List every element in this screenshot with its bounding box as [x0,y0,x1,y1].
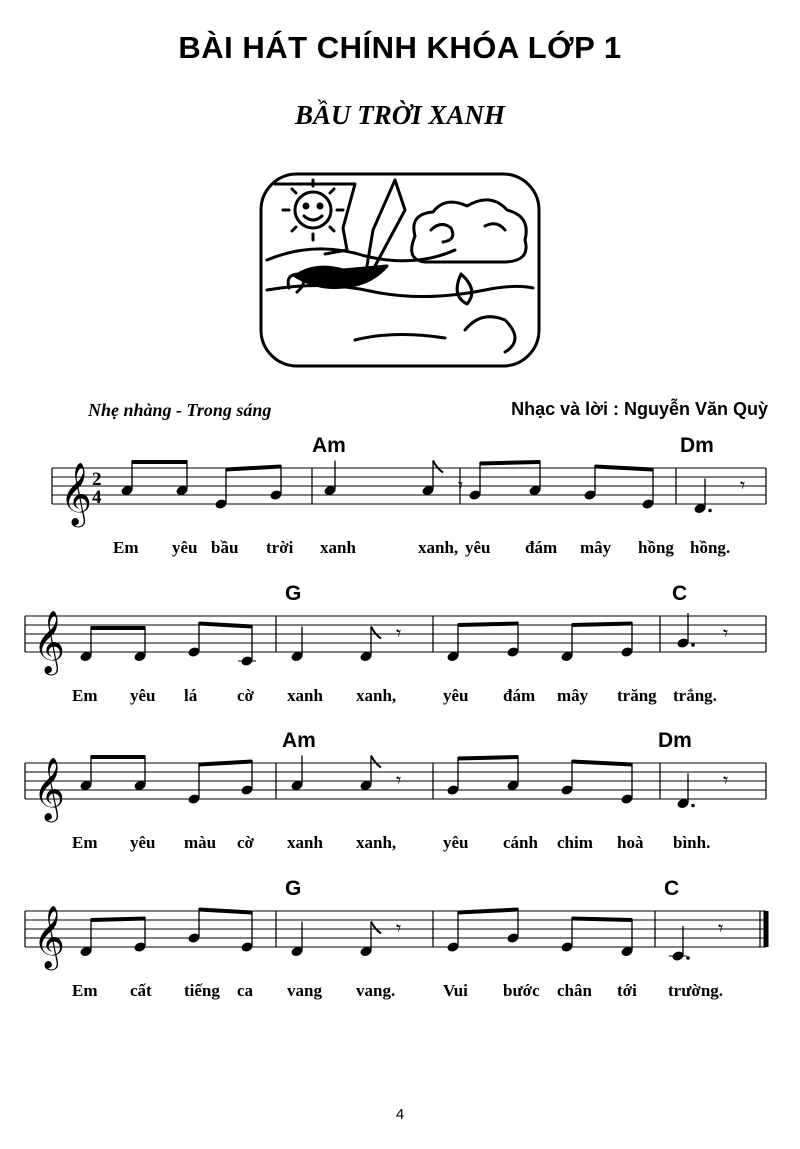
lyric-syllable: xanh [287,686,323,705]
chord-symbol: G [285,877,302,900]
lyric-syllable: hồng [638,538,674,557]
composer-credit: Nhạc và lời : Nguyễn Văn Quỳ [511,399,768,419]
chord-symbol: C [672,582,688,605]
lyric-syllable: đám [503,686,536,705]
note-flag [371,756,381,768]
lyric-syllable: vang [287,981,322,1000]
beam [199,624,252,627]
chord-symbol: Dm [658,729,692,752]
chord-symbol: Dm [680,434,714,457]
eighth-rest: 𝄾 [723,621,729,645]
lyric-syllable: tiếng [184,981,220,1000]
lyric-syllable: Vui [443,981,468,1000]
lyric-syllable: xanh [320,538,356,557]
time-signature-top: 2 [92,469,102,490]
lyric-syllable: yêu [130,686,156,705]
lyric-syllable: tới [617,981,637,1000]
lyric-syllable: mây [557,686,589,705]
note-flag [371,627,381,639]
beam [595,467,653,470]
lyric-syllable: Em [72,981,98,1000]
staff [0,883,800,973]
treble-clef: 𝄞 [60,462,92,525]
lyric-syllable: mây [580,538,612,557]
eighth-rest: 𝄾 [458,473,464,497]
staff-system [0,729,800,865]
lyric-syllable: lá [184,686,198,705]
augmentation-dot [691,643,695,647]
beam [572,762,632,765]
lyric-syllable: yêu [443,833,469,852]
time-signature-bottom: 4 [92,487,102,508]
lyric-syllable: chim [557,833,593,852]
lyric-syllable: hồng. [690,538,731,557]
lyric-syllable: Em [72,833,98,852]
augmentation-dot [708,509,712,513]
lyric-syllable: yêu [172,538,198,557]
beam [572,624,632,626]
lyric-syllable: trắng. [673,686,717,705]
lyric-syllable: trường. [668,981,724,1000]
beam [199,910,252,913]
chord-symbol: C [664,877,680,900]
lyric-syllable: xanh, [356,833,397,852]
song-title: BẦU TRỜI XANH [294,100,506,130]
beam [91,919,145,921]
beam [458,910,518,913]
chord-symbol: Am [282,729,316,752]
beam [226,467,281,470]
eighth-rest: 𝄾 [740,473,746,497]
eighth-rest: 𝄾 [396,916,402,940]
lyric-syllable: cất [130,981,152,1000]
lyric-syllable: cánh [503,833,538,852]
treble-clef: 𝄞 [33,757,65,820]
augmentation-dot [691,804,695,808]
lyric-syllable: xanh [287,833,323,852]
lyric-syllable: cờ [237,833,254,852]
lyric-syllable: vang. [356,981,396,1000]
treble-clef: 𝄞 [33,905,65,968]
lyric-syllable: chân [557,981,592,1000]
lyric-syllable: yêu [130,833,156,852]
lyric-syllable: bước [503,981,540,1000]
eighth-rest: 𝄾 [396,621,402,645]
note-flag [371,922,381,934]
chord-symbol: Am [312,434,346,457]
tempo-marking: Nhẹ nhàng - Trong sáng [88,400,272,420]
beam [199,762,252,765]
lyric-syllable: xanh, [356,686,397,705]
lyric-syllable: màu [184,833,217,852]
lyric-syllable: xanh, [418,538,459,557]
beam [480,462,540,464]
lyric-syllable: cờ [237,686,254,705]
treble-clef: 𝄞 [33,610,65,673]
lyric-syllable: Em [72,686,98,705]
lyric-syllable: bầu [211,538,239,557]
beam [458,624,518,626]
chord-symbol: G [285,582,302,605]
lyric-syllable: bình. [673,833,711,852]
lyric-syllable: yêu [443,686,469,705]
lyric-syllable: trăng [617,686,657,705]
page-title: BÀI HÁT CHÍNH KHÓA LỚP 1 [178,30,622,65]
lyric-syllable: đám [525,538,558,557]
lyric-syllable: Em [113,538,139,557]
sun-cloud-illustration [255,170,545,370]
lyric-syllable: yêu [465,538,491,557]
page-number: 4 [395,1106,405,1123]
beam [458,757,518,759]
eighth-rest: 𝄾 [718,916,724,940]
lyric-syllable: ca [237,981,254,1000]
staff-system [0,877,800,1013]
eighth-rest: 𝄾 [723,768,729,792]
lyric-syllable: hoà [617,833,644,852]
staff-system [0,582,800,718]
staff-system [0,434,800,570]
augmentation-dot [686,956,690,960]
beam [572,919,632,921]
eighth-rest: 𝄾 [396,768,402,792]
lyric-syllable: trời [266,538,294,557]
note-flag [433,461,443,473]
